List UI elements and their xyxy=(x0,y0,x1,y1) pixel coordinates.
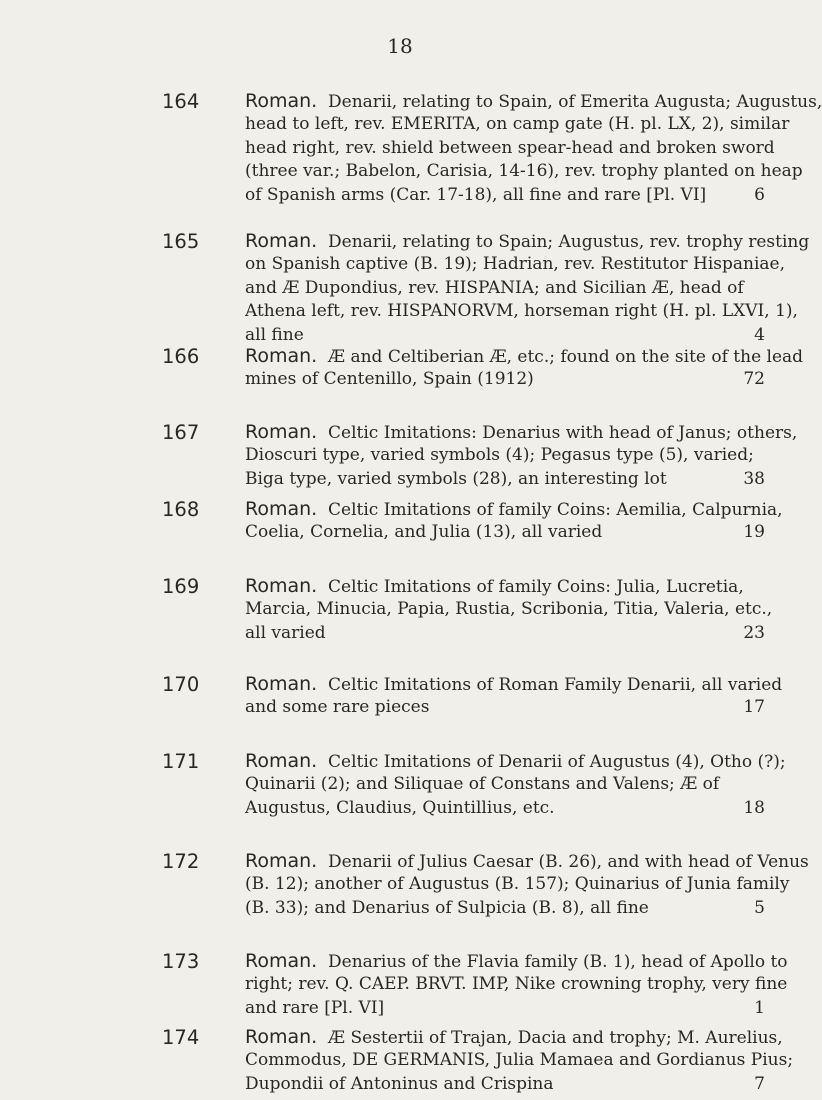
line-text: mines of Centenillo, Spain (1912) xyxy=(245,369,534,390)
lot-heading: Roman. xyxy=(245,345,318,367)
line-text: head to left, rev. EMERITA, on camp gate (H. pl. LX, 2), similar xyxy=(245,114,790,135)
lot-description xyxy=(245,421,798,491)
description-line xyxy=(245,773,767,796)
lot-description xyxy=(245,750,786,820)
description-last-line xyxy=(245,521,767,544)
description-last-line xyxy=(245,324,767,347)
description-line xyxy=(245,673,783,696)
lot-description xyxy=(245,90,822,207)
line-text: Celtic Imitations of family Coins: Aemilia, Calpurnia, xyxy=(328,500,783,520)
description-line xyxy=(245,1026,783,1049)
description-line xyxy=(245,137,775,160)
lot-number: 171 xyxy=(162,750,200,773)
lot-description xyxy=(245,345,804,392)
description-line xyxy=(245,90,822,113)
line-text: Coelia, Cornelia, and Julia (13), all varied xyxy=(245,522,603,543)
description-line xyxy=(245,113,790,136)
description-last-line xyxy=(245,468,767,491)
description-line xyxy=(245,160,803,183)
description-last-line xyxy=(245,696,767,719)
lot-description xyxy=(245,850,809,920)
lot-number: 168 xyxy=(162,498,200,521)
line-text: and Æ Dupondius, rev. HISPANIA; and Sicilian Æ, head of xyxy=(245,277,744,298)
lot-number: 172 xyxy=(162,850,200,873)
page-number: 18 xyxy=(387,34,413,58)
lot-price: 4 xyxy=(754,324,765,345)
lot-heading: Roman. xyxy=(245,750,318,772)
lot-number: 170 xyxy=(162,673,200,696)
description-last-line xyxy=(245,897,767,920)
lot-price: 18 xyxy=(743,797,765,818)
line-text: of Spanish arms (Car. 17-18), all fine and rare [Pl. VI] xyxy=(245,184,707,205)
line-text: Biga type, varied symbols (28), an interesting lot xyxy=(245,468,667,489)
description-line xyxy=(245,421,798,444)
lot-price: 17 xyxy=(743,697,765,718)
description-line xyxy=(245,850,809,873)
lot-heading: Roman. xyxy=(245,1026,318,1048)
lot-heading: Roman. xyxy=(245,950,318,972)
line-text: Marcia, Minucia, Papia, Rustia, Scribonia, Titia, Valeria, etc., xyxy=(245,599,773,620)
lot-price: 6 xyxy=(754,184,765,205)
description-line xyxy=(245,1049,794,1072)
description-line xyxy=(245,253,786,276)
description-line xyxy=(245,345,804,368)
line-text: Dupondii of Antoninus and Crispina xyxy=(245,1073,554,1094)
line-text: and some rare pieces xyxy=(245,697,430,718)
description-last-line xyxy=(245,797,767,820)
description-line xyxy=(245,950,788,973)
line-text: Denarius of the Flavia family (B. 1), head of Apollo to xyxy=(328,952,788,972)
line-text: Athena left, rev. HISPANORVM, horseman right (H. pl. LXVI, 1), xyxy=(245,301,798,322)
description-last-line xyxy=(245,622,767,645)
description-line xyxy=(245,750,786,773)
line-text: on Spanish captive (B. 19); Hadrian, rev. Restitutor Hispaniae, xyxy=(245,254,786,275)
lot-heading: Roman. xyxy=(245,90,318,112)
description-line xyxy=(245,575,767,598)
lot-price: 7 xyxy=(754,1073,765,1094)
description-last-line xyxy=(245,1073,767,1096)
description-line xyxy=(245,444,767,467)
lot-number: 167 xyxy=(162,421,200,444)
description-line xyxy=(245,873,790,896)
line-text: head right, rev. shield between spear-head and broken sword xyxy=(245,137,775,158)
description-last-line xyxy=(245,368,767,391)
lot-number: 165 xyxy=(162,230,200,253)
description-line xyxy=(245,230,810,253)
lot-price: 5 xyxy=(754,897,765,918)
lot-description xyxy=(245,673,783,720)
line-text: and rare [Pl. VI] xyxy=(245,997,385,1018)
lot-description xyxy=(245,230,810,347)
lot-number: 173 xyxy=(162,950,200,973)
lot-price: 19 xyxy=(743,522,765,543)
lot-description xyxy=(245,950,788,1020)
lot-number: 169 xyxy=(162,575,200,598)
description-last-line xyxy=(245,184,767,207)
line-text: Augustus, Claudius, Quintillius, etc. xyxy=(245,797,555,818)
lot-price: 1 xyxy=(754,997,765,1018)
lot-number: 164 xyxy=(162,90,200,113)
lot-heading: Roman. xyxy=(245,498,318,520)
description-last-line xyxy=(245,997,767,1020)
description-line xyxy=(245,277,767,300)
lot-price: 38 xyxy=(743,468,765,489)
description-line xyxy=(245,300,798,323)
lot-description xyxy=(245,575,773,645)
line-text: Celtic Imitations of Roman Family Denarii, all varied xyxy=(328,675,783,695)
lot-number: 166 xyxy=(162,345,200,368)
lot-heading: Roman. xyxy=(245,421,318,443)
line-text: Commodus, DE GERMANIS, Julia Mamaea and Gordianus Pius; xyxy=(245,1050,794,1071)
line-text: Celtic Imitations of family Coins: Julia, Lucretia, xyxy=(328,577,744,597)
line-text: Denarii, relating to Spain, of Emerita Augusta; Augustus, xyxy=(328,92,822,112)
line-text: Æ and Celtiberian Æ, etc.; found on the site of the lead xyxy=(328,347,804,367)
description-line xyxy=(245,973,788,996)
line-text: (three var.; Babelon, Carisia, 14-16), rev. trophy planted on heap xyxy=(245,161,803,182)
lot-heading: Roman. xyxy=(245,230,318,252)
line-text: Denarii of Julius Caesar (B. 26), and with head of Venus xyxy=(328,852,809,872)
line-text: (B. 12); another of Augustus (B. 157); Quinarius of Junia family xyxy=(245,874,790,895)
line-text: Denarii, relating to Spain; Augustus, rev. trophy resting xyxy=(328,232,810,252)
line-text: Celtic Imitations: Denarius with head of Janus; others, xyxy=(328,423,798,443)
lot-price: 72 xyxy=(743,369,765,390)
lot-heading: Roman. xyxy=(245,850,318,872)
lot-heading: Roman. xyxy=(245,673,318,695)
lot-description xyxy=(245,1026,794,1096)
line-text: Quinarii (2); and Siliquae of Constans and Valens; Æ of xyxy=(245,774,720,795)
lot-description xyxy=(245,498,783,545)
line-text: Celtic Imitations of Denarii of Augustus (4), Otho (?); xyxy=(328,752,786,772)
lot-price: 23 xyxy=(743,622,765,643)
line-text: all varied xyxy=(245,622,326,643)
description-line xyxy=(245,598,773,621)
description-line xyxy=(245,498,783,521)
line-text: (B. 33); and Denarius of Sulpicia (B. 8), all fine xyxy=(245,897,649,918)
lot-number: 174 xyxy=(162,1026,200,1049)
line-text: Æ Sestertii of Trajan, Dacia and trophy; M. Aurelius, xyxy=(328,1028,783,1048)
line-text: all fine xyxy=(245,324,304,345)
line-text: right; rev. Q. CAEP. BRVT. IMP, Nike crowning trophy, very fine xyxy=(245,974,788,995)
line-text: Dioscuri type, varied symbols (4); Pegasus type (5), varied; xyxy=(245,445,754,466)
lot-heading: Roman. xyxy=(245,575,318,597)
